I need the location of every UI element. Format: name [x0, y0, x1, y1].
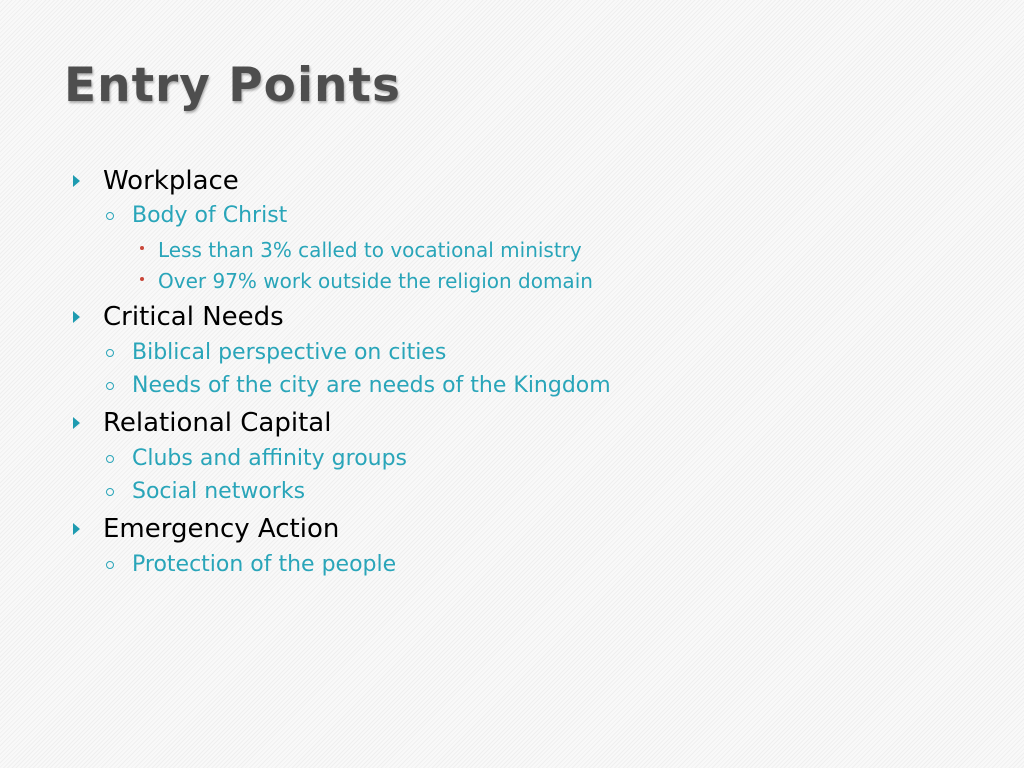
hollow-circle-icon [106, 349, 114, 357]
bullet-social-networks [132, 479, 305, 505]
bullet-needs-of-city [132, 373, 611, 399]
bullet-critical-needs [103, 302, 284, 332]
hollow-circle-icon [106, 455, 114, 463]
bullet-clubs-affinity [132, 446, 407, 472]
triangle-right-icon [73, 311, 80, 323]
slide-title: Entry Points [64, 58, 401, 113]
hollow-circle-icon [106, 212, 114, 220]
bullet-text: Biblical perspective on cities [132, 340, 447, 365]
bullet-text: Needs of the city are needs of the Kingdom [132, 373, 611, 398]
bullet-biblical-perspective [132, 340, 446, 366]
hollow-circle-icon [106, 561, 114, 569]
bullet-text: Body of Christ [132, 203, 288, 228]
bullet-text: Clubs and affinity groups [132, 446, 408, 471]
bullet-emergency-action [103, 514, 339, 544]
triangle-right-icon [73, 523, 80, 535]
bullet-text: Emergency Action [103, 514, 340, 544]
hollow-circle-icon [106, 382, 114, 390]
bullet-outside-religion-domain [158, 269, 593, 293]
bullet-relational-capital [103, 408, 331, 438]
hollow-circle-icon [106, 488, 114, 496]
bullet-text: Protection of the people [132, 552, 397, 577]
dot-icon [140, 246, 144, 250]
dot-icon [140, 277, 144, 281]
triangle-right-icon [73, 175, 80, 187]
bullet-workplace [103, 166, 239, 196]
bullet-text: Less than 3% called to vocational ministry [158, 238, 582, 262]
bullet-text: Critical Needs [103, 302, 284, 332]
bullet-vocational-ministry [158, 238, 582, 262]
bullet-text: Social networks [132, 479, 306, 504]
bullet-text: Over 97% work outside the religion domain [158, 269, 593, 293]
bullet-text: Relational Capital [103, 408, 332, 438]
bullet-protection-people [132, 552, 396, 578]
triangle-right-icon [73, 417, 80, 429]
bullet-body-of-christ [132, 203, 287, 229]
bullet-text: Workplace [103, 166, 239, 196]
